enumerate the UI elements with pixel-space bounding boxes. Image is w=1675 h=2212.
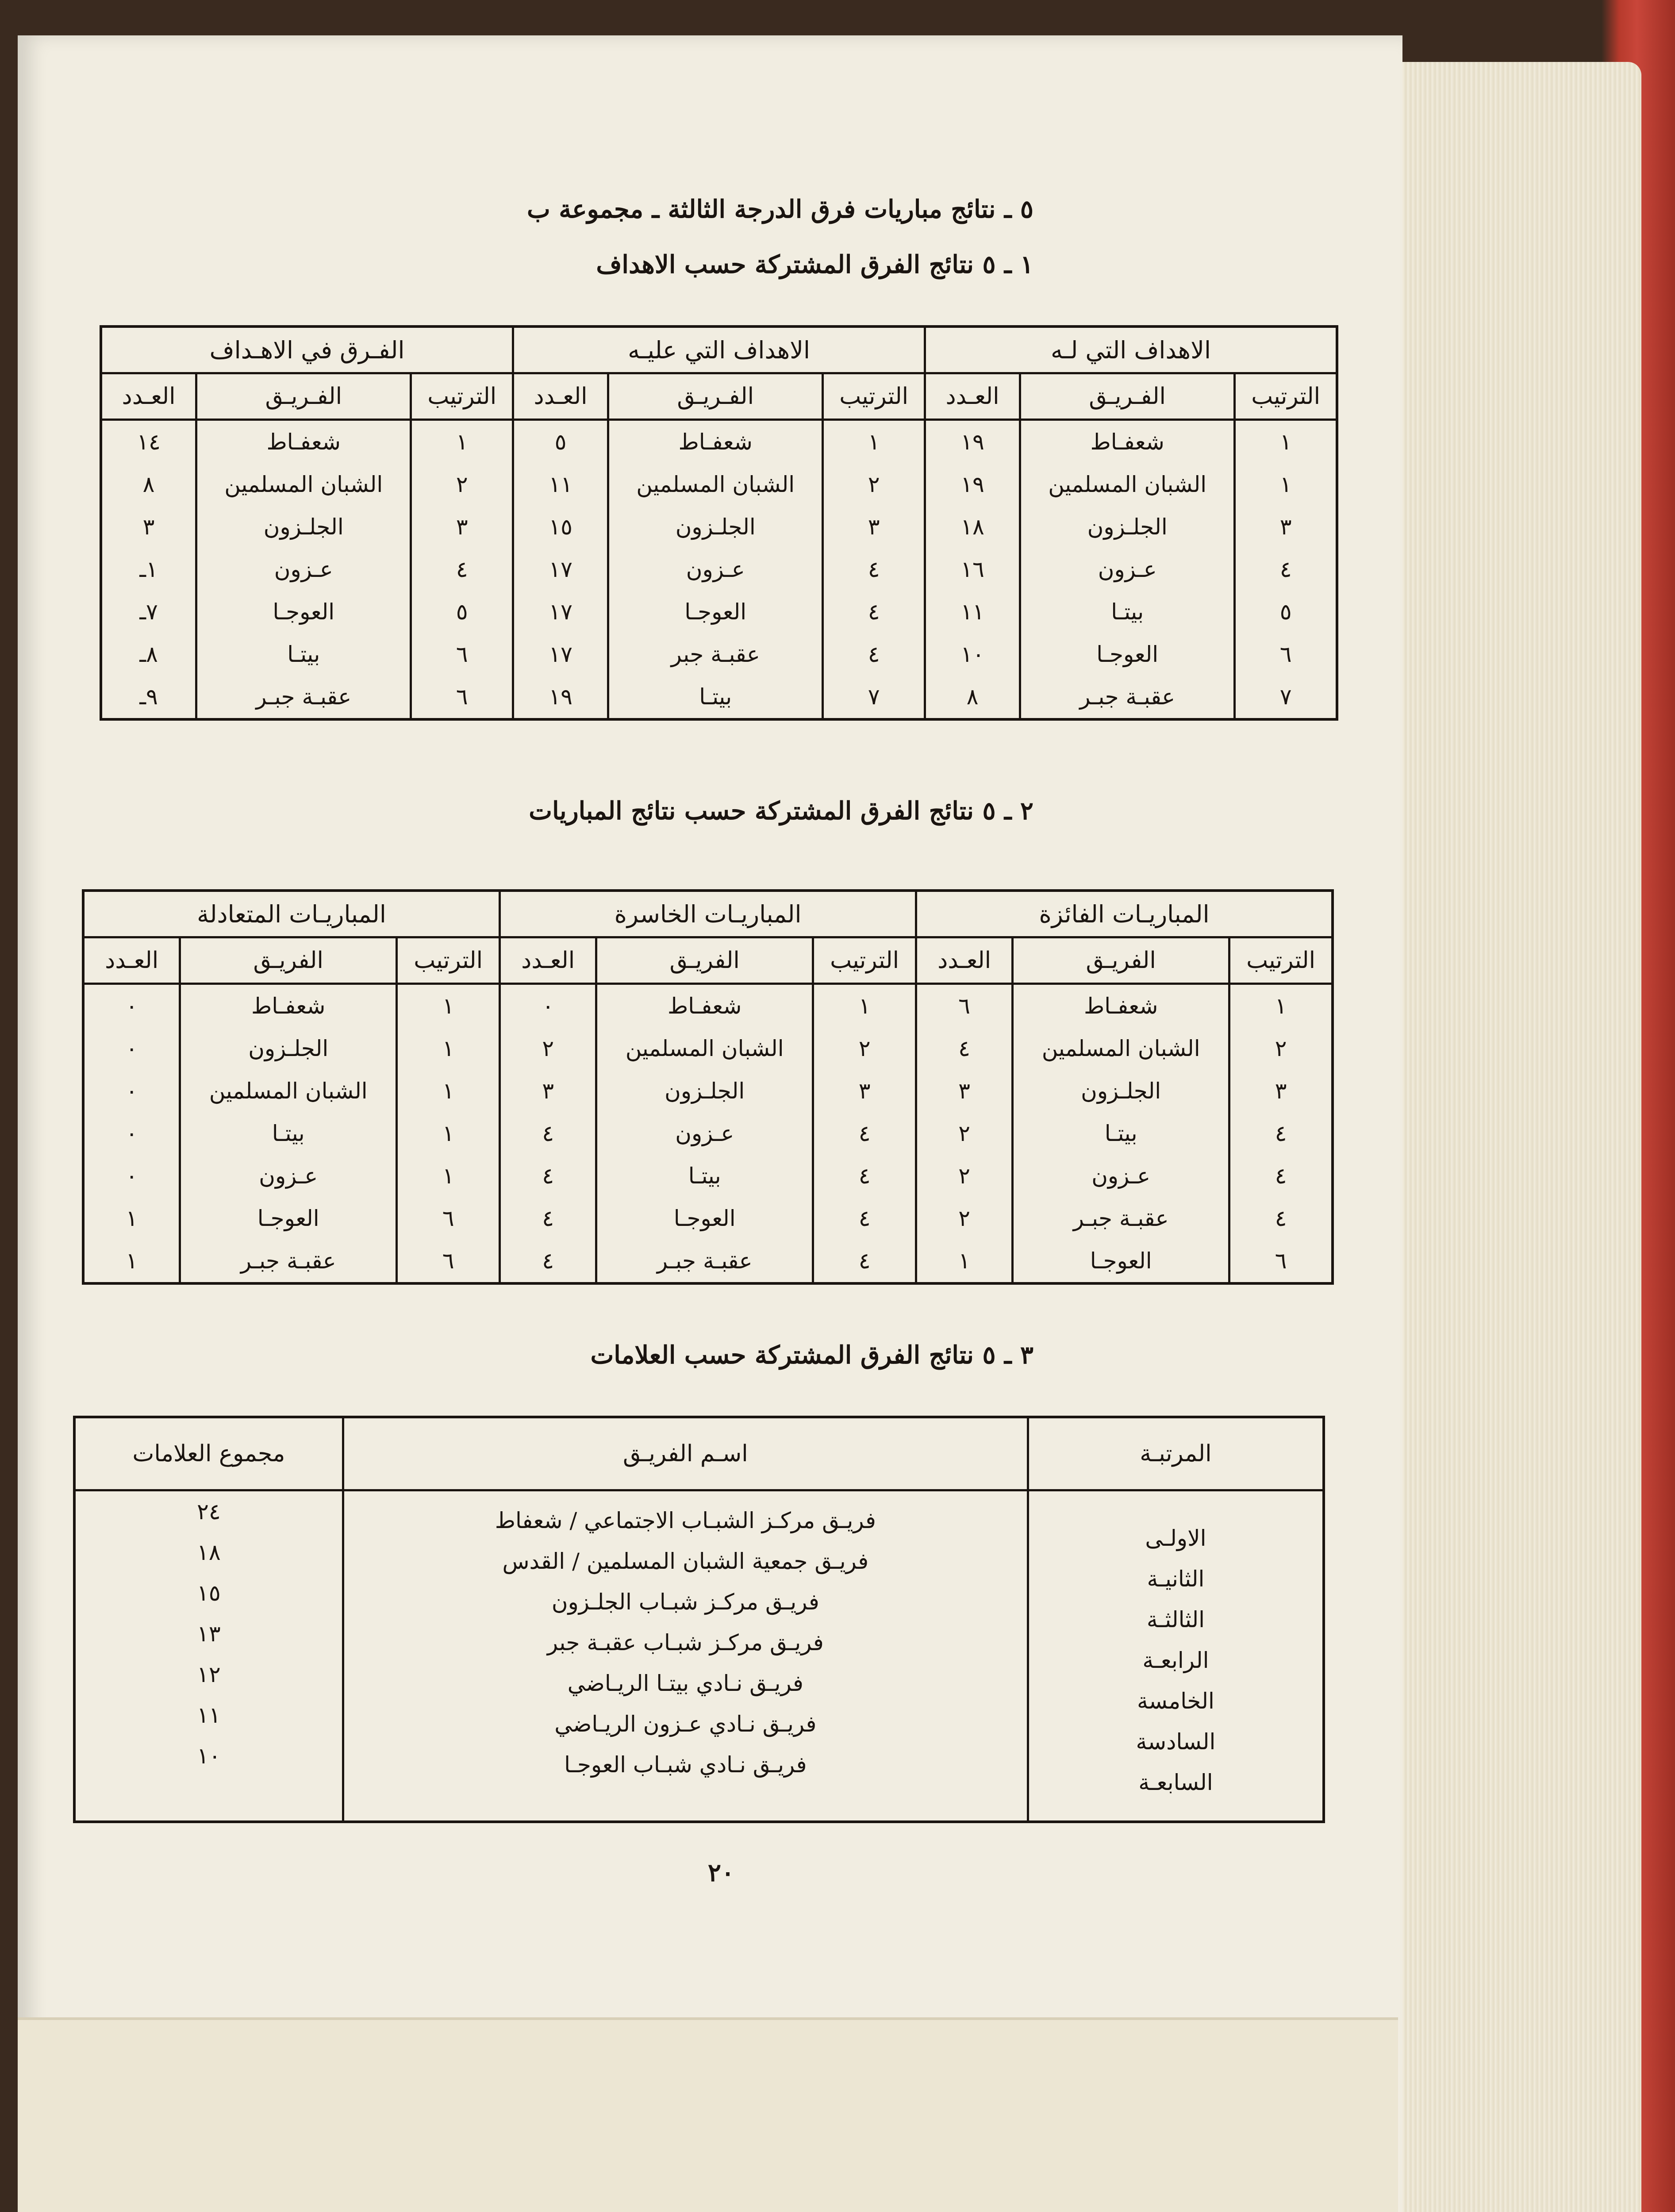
table-cell: عقبـة جبـر — [1080, 684, 1176, 710]
count-column — [916, 984, 1013, 1284]
col-count-header: العـدد — [500, 937, 596, 984]
col-count-header: العـدد — [101, 373, 196, 420]
table-cell: ١٩ — [960, 429, 984, 455]
table-cell: ١ — [126, 1248, 138, 1274]
table-cell: فريـق نـادي بيتـا الريـاضي — [567, 1671, 803, 1696]
table-cell: السادسة — [1136, 1729, 1216, 1755]
table-cell: ٣ — [858, 1078, 871, 1104]
table-cell: الشبان المسلمين — [209, 1078, 368, 1104]
table-cell: عـزون — [675, 1121, 734, 1146]
table-cell: شعفـاط — [667, 993, 742, 1019]
count-column — [83, 984, 180, 1284]
group-header: الاهداف التي لـه — [925, 326, 1337, 373]
table-cell: ٢ — [958, 1121, 971, 1146]
team-column — [1020, 420, 1235, 720]
table-cell: الرابعـة — [1142, 1647, 1209, 1673]
table-cell: الشبان المسلمين — [625, 1036, 784, 1061]
table-cell: فريـق نـادي شبـاب العوجـا — [564, 1752, 807, 1778]
col-rank-header: المرتبـة — [1028, 1417, 1324, 1490]
table-cell: ١٢ — [197, 1662, 221, 1687]
table-cell: ٧ — [1279, 684, 1292, 710]
table-cell: شعفـاط — [678, 429, 753, 455]
table-cell: ٤ — [542, 1248, 554, 1274]
col-team-header: الفريـق — [596, 937, 813, 984]
table-cell: الشبان المسلمين — [1048, 472, 1207, 497]
table-cell: ٦ — [456, 641, 468, 667]
table-row — [83, 984, 1333, 1284]
table-cell: ٦ — [1279, 641, 1292, 667]
table-cell: ٦ — [442, 1206, 454, 1231]
table-cell: ٣ — [958, 1078, 971, 1104]
col-rank-header: الترتيب — [1229, 937, 1333, 984]
table-cell: ٢ — [456, 472, 468, 497]
rank-column — [397, 984, 500, 1284]
table-cell: ٤ — [1275, 1206, 1287, 1231]
table-cell: شعفـاط — [266, 429, 341, 455]
table-cell: ٤ — [868, 599, 880, 625]
table-cell: الشبان المسلمين — [636, 472, 795, 497]
table-cell: العوجـا — [684, 599, 747, 625]
table-cell: ٤ — [858, 1163, 871, 1189]
table-cell: ١٧ — [549, 599, 572, 625]
table-cell: ١ — [1275, 993, 1287, 1019]
table-cell: ١ — [126, 1206, 138, 1231]
table-cell: ١ـ — [139, 557, 158, 582]
table-cell: ١١ — [197, 1702, 221, 1728]
col-count-header: العـدد — [916, 937, 1013, 984]
table-cell: ١٤ — [137, 429, 161, 455]
table-cell: ٣ — [142, 514, 155, 540]
section3-title: ٣ ـ ٥ نتائج الفرق المشتركة حسب العلامات — [590, 1340, 1033, 1370]
table-cell: ٧ـ — [139, 599, 158, 625]
table-cell: ٠ — [126, 1036, 138, 1061]
table-cell: ٦ — [456, 684, 468, 710]
table-cell: العوجـا — [273, 599, 335, 625]
table-cell: الخامسة — [1137, 1688, 1214, 1714]
table-cell: عقبـة جبر — [671, 641, 760, 667]
table-cell: فريـق جمعية الشبان المسلمين / القدس — [502, 1548, 869, 1574]
table-cell: ٦ — [442, 1248, 454, 1274]
table-cell: ٥ — [456, 599, 468, 625]
table-cell: ١ — [1279, 472, 1292, 497]
table-cell: ٤ — [858, 1206, 871, 1231]
table-cell: شعفـاط — [251, 993, 326, 1019]
goals-table — [100, 325, 1338, 721]
col-rank-header: الترتيب — [813, 937, 916, 984]
table-cell: ٩ـ — [139, 684, 158, 710]
col-team-header: اسـم الفريـق — [343, 1417, 1028, 1490]
table-cell: ٤ — [858, 1248, 871, 1274]
table-cell: عقبـة جبـر — [657, 1248, 753, 1274]
table-cell: بيتـا — [1104, 1121, 1137, 1146]
table-cell: شعفـاط — [1083, 993, 1158, 1019]
table-cell: ٣ — [1279, 514, 1292, 540]
table-cell: الاولـى — [1145, 1525, 1206, 1551]
table-cell: ٦ — [1275, 1248, 1287, 1274]
table-cell: ٢٤ — [197, 1499, 221, 1525]
col-rank-header: الترتيب — [411, 373, 513, 420]
table-cell: ١ — [858, 993, 871, 1019]
table-cell: عقبـة جبـر — [240, 1248, 336, 1274]
team-column — [1013, 984, 1229, 1284]
table-cell: بيتـا — [1111, 599, 1144, 625]
count-column — [925, 420, 1020, 720]
table-cell: ١١ — [960, 599, 984, 625]
table-cell: فريـق نـادي عـزون الريـاضي — [554, 1711, 817, 1737]
col-count-header: العـدد — [513, 373, 608, 420]
table-cell: ١ — [456, 429, 468, 455]
table-row — [101, 420, 1337, 720]
col-team-header: الفريـق — [180, 937, 397, 984]
rank-column — [1028, 1490, 1324, 1822]
points-column — [74, 1490, 343, 1822]
table-cell: ١ — [958, 1248, 971, 1274]
table-cell: العوجـا — [1096, 641, 1159, 667]
rank-column — [823, 420, 925, 720]
group-header: الاهداف التي عليـه — [513, 326, 925, 373]
table-cell: ١١ — [549, 472, 572, 497]
team-column — [180, 984, 397, 1284]
table-cell: ٤ — [868, 641, 880, 667]
table-cell: ٥ — [1279, 599, 1292, 625]
col-team-header: الفـريـق — [1020, 373, 1235, 420]
table-cell: عـزون — [1098, 557, 1157, 582]
table-cell: بيتـا — [272, 1121, 305, 1146]
table-cell: ١ — [1279, 429, 1292, 455]
table-cell: ١ — [442, 993, 454, 1019]
col-rank-header: الترتيب — [397, 937, 500, 984]
group-header: المباريـات المتعادلة — [83, 891, 500, 937]
table-cell: عـزون — [259, 1163, 318, 1189]
table-cell: ١٧ — [549, 557, 572, 582]
col-team-header: الفـريـق — [608, 373, 823, 420]
table-cell: فريـق مركـز الشبـاب الاجتماعي / شعفاط — [495, 1508, 876, 1533]
table-cell: عـزون — [686, 557, 745, 582]
table-cell: ٤ — [868, 557, 880, 582]
group-header: المباريـات الفائزة — [916, 891, 1333, 937]
section2-title: ٢ ـ ٥ نتائج الفرق المشتركة حسب نتائج المباريات — [529, 796, 1033, 826]
table-cell: ١٦ — [960, 557, 984, 582]
table-cell: الثانيـة — [1147, 1566, 1205, 1592]
table-cell: ٣ — [868, 514, 880, 540]
table-cell: ٤ — [542, 1163, 554, 1189]
col-points-header: مجموع العلامات — [74, 1417, 343, 1490]
table-cell: ٤ — [1279, 557, 1292, 582]
table-cell: الشبان المسلمين — [1041, 1036, 1200, 1061]
table-cell: فريـق مركـز شبـاب الجلـزون — [551, 1589, 819, 1615]
rank-column — [1229, 984, 1333, 1284]
table-cell: ٢ — [868, 472, 880, 497]
team-column — [196, 420, 411, 720]
table-cell: ٤ — [958, 1036, 971, 1061]
count-column — [101, 420, 196, 720]
table-cell: ٢ — [958, 1206, 971, 1231]
rank-column — [411, 420, 513, 720]
count-column — [513, 420, 608, 720]
table-cell: ٣ — [456, 514, 468, 540]
team-column — [608, 420, 823, 720]
team-column — [343, 1490, 1028, 1822]
table-cell: ٢ — [958, 1163, 971, 1189]
team-column — [596, 984, 813, 1284]
table-cell: العوجـا — [1090, 1248, 1152, 1274]
col-rank-header: الترتيب — [823, 373, 925, 420]
table-cell: ٤ — [1275, 1163, 1287, 1189]
points-table — [73, 1416, 1325, 1823]
table-cell: ١ — [442, 1121, 454, 1146]
table-cell: ١٣ — [197, 1621, 221, 1647]
table-cell: الجلـزون — [1087, 514, 1168, 540]
col-rank-header: الترتيب — [1235, 373, 1337, 420]
table-cell: ٣ — [542, 1078, 554, 1104]
table-cell: الجلـزون — [263, 514, 344, 540]
section1-title: ١ ـ ٥ نتائج الفرق المشتركة حسب الاهداف — [596, 250, 1033, 279]
table-cell: ٠ — [542, 993, 554, 1019]
table-cell: ١ — [442, 1163, 454, 1189]
table-cell: ١٩ — [960, 472, 984, 497]
table-cell: ٨ـ — [139, 641, 158, 667]
table-cell: الجلـزون — [1081, 1078, 1161, 1104]
table-cell: السابعـة — [1138, 1770, 1213, 1795]
table-cell: ٢ — [542, 1036, 554, 1061]
table-cell: الشبان المسلمين — [224, 472, 383, 497]
col-team-header: الفريـق — [1013, 937, 1229, 984]
table-cell: ٨ — [142, 472, 155, 497]
table-cell: ١٠ — [960, 641, 984, 667]
table-cell: ١٨ — [960, 514, 984, 540]
table-cell: بيتـا — [699, 684, 732, 710]
table-cell: ١٥ — [197, 1580, 221, 1606]
table-cell: ٦ — [958, 993, 971, 1019]
matches-table — [82, 889, 1334, 1285]
table-cell: ٥ — [554, 429, 567, 455]
table-cell: عـزون — [1091, 1163, 1151, 1189]
table-cell: ١ — [442, 1078, 454, 1104]
table-cell: ٤ — [542, 1121, 554, 1146]
table-cell: ٤ — [1275, 1121, 1287, 1146]
table-cell: ١٧ — [549, 641, 572, 667]
table-cell: عـزون — [274, 557, 333, 582]
table-cell: بيتـا — [287, 641, 320, 667]
table-cell: ٧ — [868, 684, 880, 710]
table-cell: ٨ — [966, 684, 979, 710]
table-cell: ١٨ — [197, 1540, 221, 1565]
table-cell: ٠ — [126, 1078, 138, 1104]
table-cell: ٢ — [858, 1036, 871, 1061]
table-cell: شعفـاط — [1090, 429, 1164, 455]
table-cell: ١٠ — [197, 1743, 221, 1769]
col-count-header: العـدد — [925, 373, 1020, 420]
table-cell: بيتـا — [688, 1163, 721, 1189]
table-cell: ١٩ — [549, 684, 572, 710]
table-cell: فريـق مركـز شبـاب عقبـة جبر — [547, 1630, 824, 1655]
table-cell: الجلـزون — [665, 1078, 745, 1104]
table-cell: ٠ — [126, 993, 138, 1019]
rank-column — [813, 984, 916, 1284]
table-cell: العوجـا — [673, 1206, 736, 1231]
table-cell: ٢ — [1275, 1036, 1287, 1061]
table-cell: ٠ — [126, 1163, 138, 1189]
table-cell: ٣ — [1275, 1078, 1287, 1104]
table-cell: ١٥ — [549, 514, 572, 540]
table-cell: ٤ — [858, 1121, 871, 1146]
table-row — [74, 1490, 1324, 1822]
table-cell: العوجـا — [257, 1206, 319, 1231]
rank-column — [1235, 420, 1337, 720]
table-cell: ١ — [442, 1036, 454, 1061]
table-cell: عقبـة جبـر — [1073, 1206, 1169, 1231]
table-cell: ٤ — [456, 557, 468, 582]
group-header: الفـرق في الاهـداف — [101, 326, 513, 373]
table-cell: الثالثـة — [1146, 1607, 1205, 1632]
col-team-header: الفـريـق — [196, 373, 411, 420]
table-cell: الجلـزون — [675, 514, 756, 540]
table-cell: ٤ — [542, 1206, 554, 1231]
count-column — [500, 984, 596, 1284]
page-number: ٢٠ — [707, 1858, 735, 1887]
col-count-header: العـدد — [83, 937, 180, 984]
group-header: المباريـات الخاسرة — [500, 891, 916, 937]
table-cell: عقبـة جبـر — [256, 684, 352, 710]
table-cell: الجلـزون — [248, 1036, 329, 1061]
table-cell: ٠ — [126, 1121, 138, 1146]
table-cell: ١ — [868, 429, 880, 455]
main-title: ٥ ـ نتائج مباريات فرق الدرجة الثالثة ـ مجموعة ب — [527, 195, 1033, 224]
